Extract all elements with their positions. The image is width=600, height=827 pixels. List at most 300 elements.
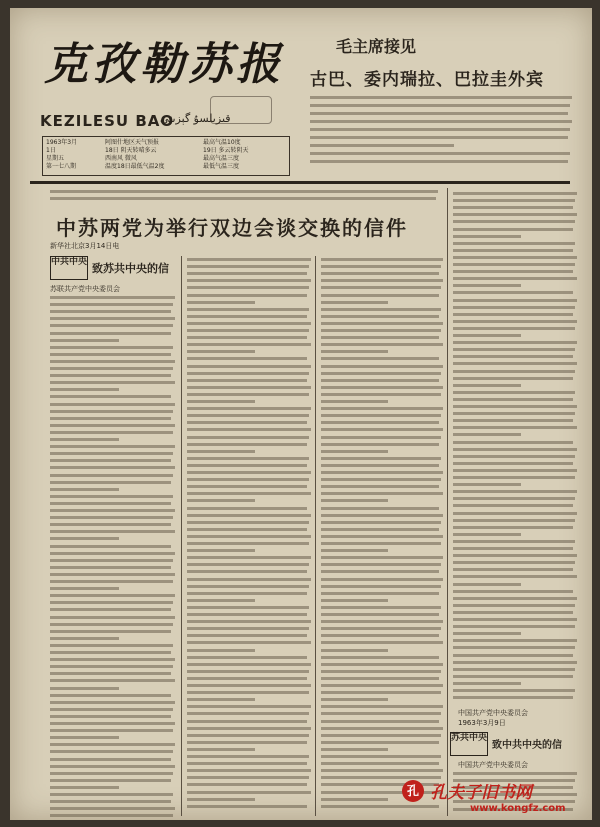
text-line [453,504,573,507]
weather-text: 最高气温三度 [203,155,240,162]
text-line [453,327,575,330]
text-line [321,606,441,609]
text-line [321,634,439,637]
text-line [321,336,439,339]
text-line [321,755,441,758]
text-line [453,362,577,365]
text-line [310,96,572,99]
text-line [50,324,173,327]
text-line [321,507,439,510]
masthead [10,8,592,178]
text-line [50,552,175,555]
text-line [321,315,439,318]
text-line [187,365,311,368]
text-line [453,455,575,458]
newspaper-title-uyghur: قىزىلسۇ گېزىتى [160,112,231,125]
text-line [321,457,441,460]
text-line [321,656,439,659]
text-line [321,464,439,467]
text-line [321,578,443,581]
issue-number: 第一七八期 [46,163,77,170]
text-line [321,421,439,424]
text-line [50,537,119,540]
text-line [187,464,307,467]
newspaper-page [10,8,592,820]
text-line [187,535,311,538]
text-line [187,507,307,510]
text-line [50,395,171,398]
text-line [50,296,175,299]
text-line [321,485,439,488]
column-divider [181,256,182,816]
text-line [453,370,575,373]
text-line [50,332,171,335]
text-line [321,379,439,382]
text-line [310,136,568,139]
text-line [187,258,311,261]
text-line [453,462,573,465]
text-line [321,471,443,474]
text-line [50,374,171,377]
text-line [187,322,311,325]
weather-text: 温度18日最低气温2度 [105,163,165,170]
letter1-box-text: 中共中央 [51,257,88,267]
text-line [321,712,441,715]
text-line [321,400,388,403]
text-line [187,727,311,730]
text-line [453,192,577,195]
text-line [321,620,443,623]
issue-weekday: 星期五 [46,155,65,162]
text-line [453,540,575,543]
weather-text: 最低气温三度 [203,163,240,170]
text-line [187,570,307,573]
text-line [453,391,575,394]
text-line [187,421,307,424]
text-line [50,516,173,519]
text-line [321,698,388,701]
text-line [453,334,521,337]
text-line [187,691,309,694]
text-line [453,618,577,621]
text-line [321,308,441,311]
text-line [453,689,575,692]
text-line [187,265,309,268]
text-line [321,492,443,495]
text-line [453,639,577,642]
text-line [310,104,570,107]
text-line [187,478,309,481]
text-line [453,377,573,380]
text-line [187,350,255,353]
dateline: 新华社北京3月14日电 [50,242,120,250]
letter2-box [450,732,488,756]
text-line [453,476,575,479]
text-line [187,783,307,786]
text-line [187,549,255,552]
text-line [321,677,439,680]
text-line [50,417,171,420]
text-line [50,495,173,498]
text-line [453,490,577,493]
text-line [187,762,307,765]
text-line [453,561,575,564]
text-line [453,384,521,387]
text-line [187,705,311,708]
watermark [406,778,566,814]
text-line [187,620,311,623]
text-line [187,720,307,723]
text-line [187,599,255,602]
text-line [321,734,441,737]
text-line [187,485,307,488]
text-line [321,343,443,346]
text-line [50,623,173,626]
text-line [310,120,572,123]
text-line [50,807,175,810]
issue-day: 1日 [46,147,56,154]
text-line [50,722,175,725]
text-line [50,502,171,505]
text-line [321,641,443,644]
text-line [453,654,573,657]
text-line [187,712,309,715]
text-line [453,256,577,259]
text-line [453,512,577,515]
text-line [187,457,309,460]
text-line [187,407,311,410]
text-line [321,407,443,410]
text-line [453,412,575,415]
text-line [187,393,309,396]
letter1-date: 1963年3月9日 [458,719,506,727]
text-line [187,684,311,687]
text-line [187,279,311,282]
text-line [321,265,441,268]
text-line [321,286,441,289]
text-line [453,355,573,358]
text-line [321,727,443,730]
text-line [187,471,311,474]
text-line [50,360,175,363]
text-line [50,303,173,306]
text-line [187,336,307,339]
text-line [321,798,388,801]
masthead-rule [30,181,570,184]
text-line [453,625,575,628]
text-line [321,705,443,708]
text-line [187,563,309,566]
text-line [187,436,309,439]
text-line [321,393,441,396]
text-line [187,272,307,275]
text-line [321,478,441,481]
text-line [50,708,173,711]
text-line [321,563,441,566]
text-line [50,438,119,441]
text-line [50,388,119,391]
column-divider [447,188,448,816]
text-line [187,791,311,794]
text-line [187,613,307,616]
text-line [187,542,309,545]
text-line [187,372,309,375]
text-line [50,424,175,427]
text-line [321,386,443,389]
text-line [321,627,441,630]
text-line [321,499,388,502]
text-line [453,441,573,444]
text-line [50,672,171,675]
text-line [50,814,173,817]
text-line [50,637,119,640]
text-line [321,542,441,545]
right-headline-line2: 古巴、委内瑞拉、巴拉圭外宾 [310,70,544,90]
text-line [50,758,171,761]
text-line [321,535,443,538]
text-line [321,514,443,517]
text-line [453,448,577,451]
text-line [321,570,439,573]
text-line [321,322,443,325]
text-line [321,521,441,524]
text-line [453,277,577,280]
text-line [453,320,577,323]
letter1-box [50,256,88,280]
text-line [50,580,173,583]
text-line [187,656,307,659]
text-line [187,286,309,289]
text-line [50,466,175,469]
text-line [453,291,573,294]
main-headline: 中苏两党为举行双边会谈交换的信件 [56,216,408,240]
text-line [321,556,443,559]
text-line [187,769,311,772]
text-line [453,547,573,550]
text-line [187,592,307,595]
text-line [453,554,577,557]
text-line [50,651,171,654]
text-line [187,805,307,808]
text-line [453,575,577,578]
text-line [50,488,119,491]
text-line [187,748,255,751]
text-line [50,339,119,342]
text-line [50,601,173,604]
text-line [187,428,311,431]
text-line [50,445,175,448]
text-line [187,798,255,801]
text-line [321,762,439,765]
text-line [321,258,443,261]
text-line [321,450,388,453]
text-line [310,160,568,163]
text-line [50,729,173,732]
text-line [321,436,441,439]
text-line [453,590,573,593]
weather-text: 阿图什地区天气预报 [105,139,160,146]
text-line [187,528,307,531]
text-line [50,523,171,526]
text-line [50,481,171,484]
text-line [321,670,441,673]
text-line [187,357,307,360]
issue-date: 1963年3月 [46,139,78,146]
text-line [453,646,575,649]
text-line [187,741,307,744]
text-line [50,474,173,477]
letter1-title: 致苏共中央的信 [92,262,169,275]
text-line [321,357,439,360]
text-line [453,661,577,664]
issue-info-box [42,136,290,176]
text-line [187,308,309,311]
issue-date-column [46,139,77,171]
text-line [50,452,173,455]
text-line [187,414,309,417]
text-line [453,533,521,536]
text-line [187,627,309,630]
text-line [321,599,388,602]
letter1-salutation: 苏联共产党中央委员会 [50,285,120,293]
text-line [50,644,173,647]
text-line [321,428,443,431]
weather-text: 18日 阴天转晴多云 [105,147,157,154]
text-line [50,594,175,597]
text-line [453,199,575,202]
weather-text: 西南风 微风 [105,155,137,162]
right-headline-line1: 毛主席接见 [336,37,417,56]
text-line [50,687,119,690]
text-line [321,805,439,808]
text-line [453,469,577,472]
text-line [321,549,388,552]
text-line [50,509,175,512]
text-line [50,679,175,682]
text-line [453,398,573,401]
text-line [187,670,309,673]
text-line [321,294,439,297]
text-line [187,379,307,382]
weather-text: 19日 多云转阴天 [203,147,249,154]
text-line [321,649,388,652]
text-line [321,613,439,616]
text-line [321,691,441,694]
weather-column-2 [203,139,249,171]
text-line [50,800,171,803]
text-line [50,765,175,768]
text-line [187,386,311,389]
text-line [50,545,171,548]
text-line [321,776,441,779]
text-line [50,587,119,590]
text-line [453,597,577,600]
letter1-signature: 中国共产党中央委员会 [458,709,528,717]
text-line [453,568,573,571]
text-line [321,301,388,304]
text-line [50,566,171,569]
text-line [187,450,255,453]
text-line [187,634,307,637]
text-line [453,682,521,685]
text-line [187,492,311,495]
text-line [50,197,436,200]
text-line [321,279,443,282]
text-line [453,220,575,223]
text-line [50,736,119,739]
text-line [321,414,441,417]
right-headline [310,34,580,90]
column-divider [315,256,316,816]
text-line [321,741,439,744]
text-line [187,649,255,652]
text-line [321,372,441,375]
text-line [187,776,309,779]
text-line [187,514,311,517]
text-line [50,459,171,462]
text-line [453,206,573,209]
text-line [187,585,309,588]
text-line [187,556,311,559]
text-line [453,306,575,309]
text-line [187,734,309,737]
newspaper-title: 克孜勒苏报 [44,39,284,90]
text-line [50,701,175,704]
text-line [453,313,573,316]
text-line [310,152,570,155]
text-line [187,301,255,304]
text-line [453,341,577,344]
text-line [321,443,439,446]
letter2-title: 致中共中央的信 [492,740,562,751]
text-line [453,675,573,678]
text-line [310,128,570,131]
text-line [453,604,575,607]
text-line [50,616,175,619]
text-line [50,658,175,661]
text-line [50,381,175,384]
text-line [50,779,171,782]
text-line [321,769,443,772]
text-line [50,346,173,349]
text-line [50,793,173,796]
text-line [50,715,171,718]
text-line [50,310,171,313]
text-line [453,419,573,422]
text-line [50,772,173,775]
weather-column [105,139,164,171]
text-line [453,263,575,266]
text-line [50,353,171,356]
text-line [453,433,521,436]
text-line [50,743,175,746]
text-line [187,329,309,332]
text-line [50,630,171,633]
text-line [50,367,173,370]
text-line [453,668,575,671]
kongfz-logo-icon: 孔 [402,780,424,802]
text-line [187,606,309,609]
seal-stamp [210,96,272,124]
text-line [50,431,173,434]
text-line [453,772,577,775]
text-line [321,684,443,687]
text-line [50,786,119,789]
text-line [187,578,311,581]
text-line [453,526,573,529]
text-line [453,696,573,699]
text-line [321,350,388,353]
